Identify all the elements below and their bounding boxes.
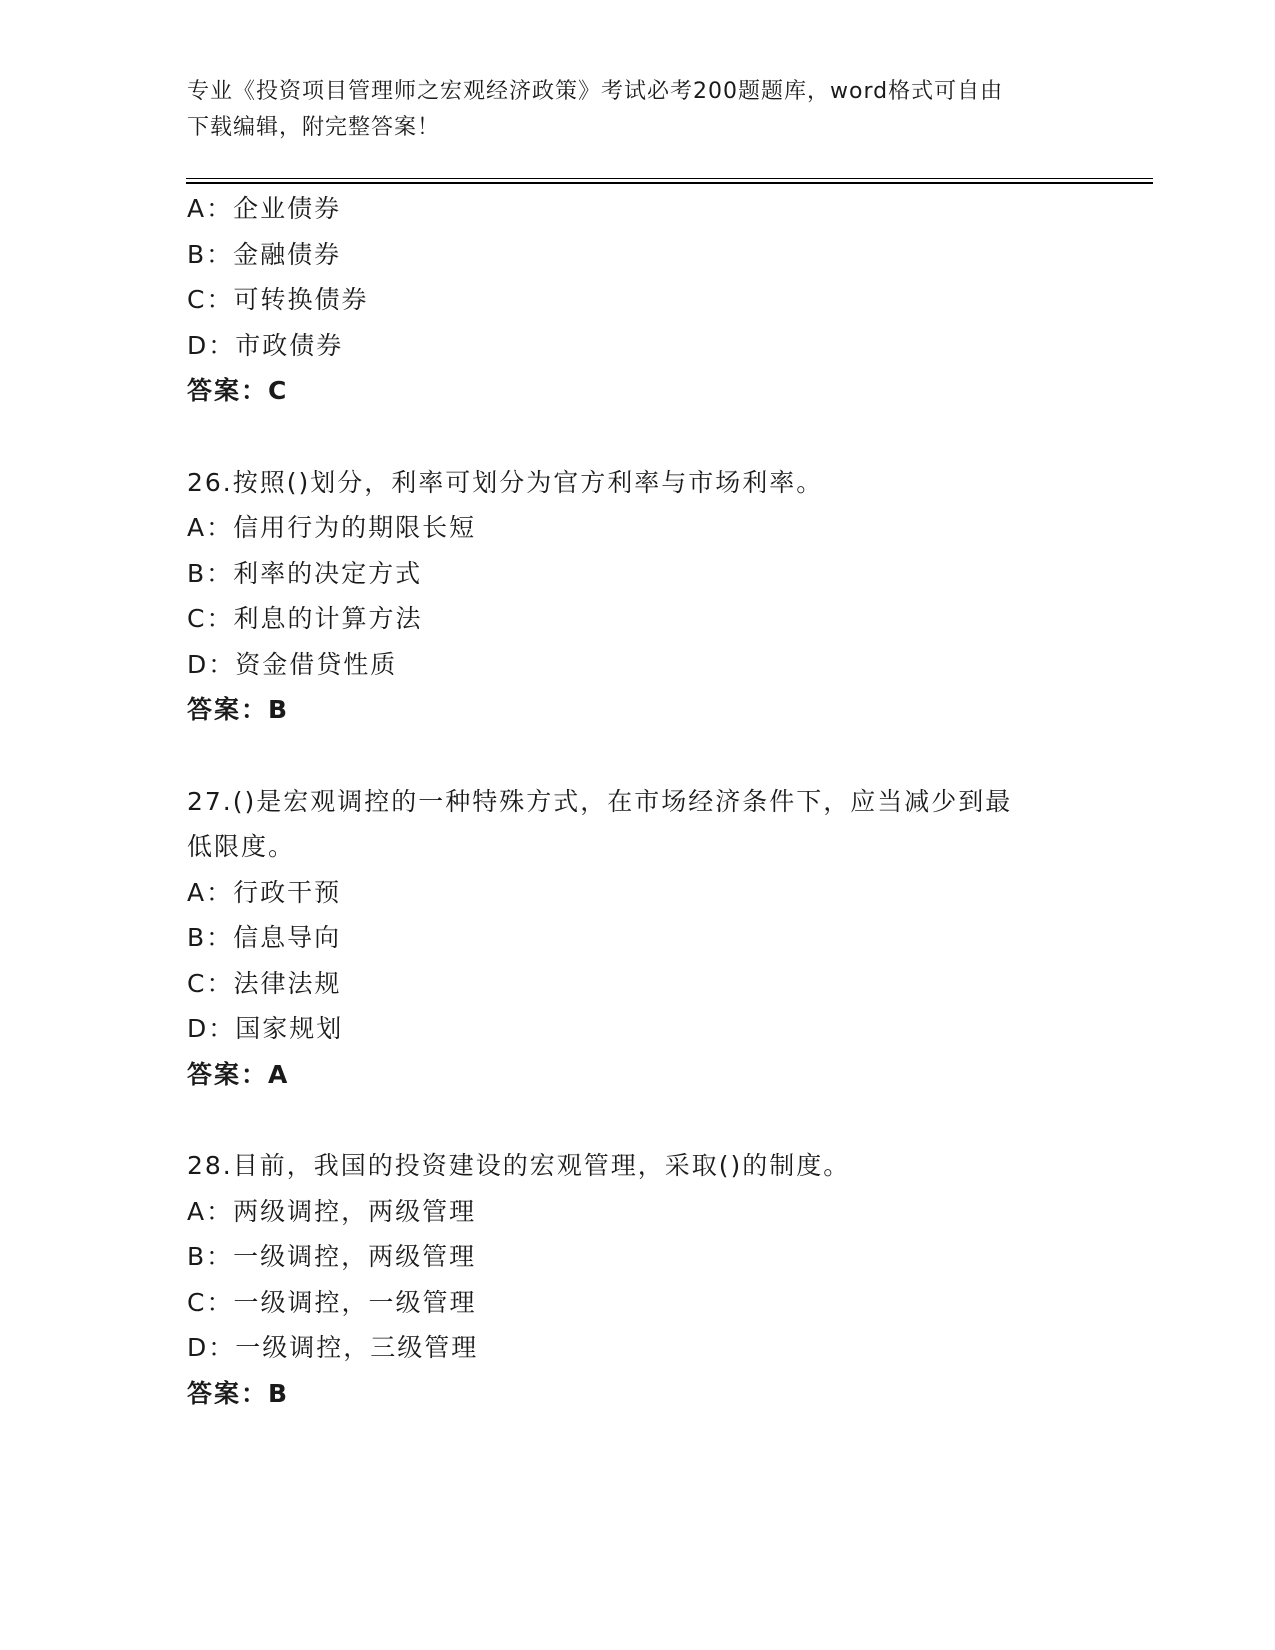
option-b: B：金融债券 [187,239,342,269]
spacer [187,733,1087,779]
option-d: D：市政债券 [187,330,344,360]
option-d: D：一级调控，三级管理 [187,1333,479,1362]
option-c: C：法律法规 [187,968,342,998]
option-a: A：行政干预 [187,877,342,907]
answer: 答案：B [187,695,290,724]
question-list [187,186,1087,1416]
answer: 答案：C [187,376,289,405]
document-header [187,74,1067,146]
option-b: B：信息导向 [187,923,342,952]
question-block [187,1143,1087,1416]
answer: 答案：B [187,1378,290,1408]
spacer [187,414,1087,460]
question-stem: 26.按照()划分，利率可划分为官方利率与市场利率。 [187,467,824,497]
option-a: A：两级调控，两级管理 [187,1196,477,1226]
header-line-2: 下载编辑，附完整答案！ [187,115,441,140]
question-stem: 28.目前，我国的投资建设的宏观管理，采取()的制度。 [187,1151,851,1180]
answer: 答案：A [187,1059,290,1089]
option-c: C：一级调控，一级管理 [187,1287,477,1317]
question-block [187,460,1087,733]
question-block [187,186,1087,414]
option-b: B：利率的决定方式 [187,558,423,588]
header-line-1: 专业《投资项目管理师之宏观经济政策》考试必考200题题库，word格式可自由 [187,79,1004,104]
spacer [187,1097,1087,1143]
option-c: C：可转换债券 [187,285,369,314]
option-d: D：资金借贷性质 [187,649,398,679]
question-stem-line-2: 低限度。 [187,832,296,861]
option-c: C：利息的计算方法 [187,604,423,633]
question-block [187,779,1087,1098]
option-a: A：企业债券 [187,194,342,223]
header-divider-bottom [186,182,1153,184]
question-stem-line-1: 27.()是宏观调控的一种特殊方式，在市场经济条件下，应当减少到最 [187,786,1013,816]
header-divider-top [186,178,1153,179]
option-b: B：一级调控，两级管理 [187,1242,477,1271]
option-a: A：信用行为的期限长短 [187,513,477,542]
option-d: D：国家规划 [187,1014,344,1043]
